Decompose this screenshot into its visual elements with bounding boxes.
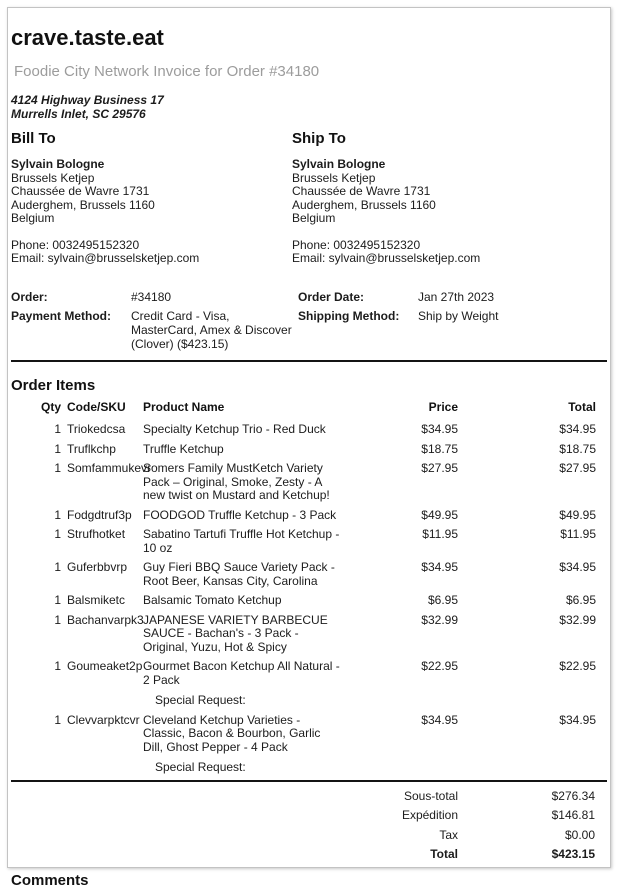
order-date-label: Order Date: bbox=[298, 289, 365, 304]
product-name-text: Truffle Ketchup bbox=[143, 441, 224, 456]
order-number-label: Order: bbox=[11, 289, 48, 304]
order-items-header-row bbox=[11, 395, 608, 421]
item-sku: Bachanvarpk3 bbox=[67, 612, 144, 627]
item-total: $6.95 bbox=[565, 593, 596, 607]
ship-to-city: Auderghem, Brussels 1160 bbox=[292, 197, 436, 212]
item-price: $34.95 bbox=[421, 560, 458, 574]
bill-to-street: Chaussée de Wavre 1731 bbox=[11, 184, 150, 198]
item-name bbox=[143, 440, 343, 460]
company-address bbox=[11, 93, 607, 121]
ship-to-street: Chaussée de Wavre 1731 bbox=[292, 184, 431, 198]
product-name-text: Gourmet Bacon Ketchup All Natural - 2 Pack bbox=[143, 659, 340, 687]
ship-to-country: Belgium bbox=[292, 211, 336, 225]
order-date-value: Jan 27th 2023 bbox=[418, 289, 495, 304]
total-row bbox=[11, 787, 595, 807]
ship-to-name: Sylvain Bologne bbox=[292, 157, 386, 171]
col-header-sku: Code/SKU bbox=[67, 399, 126, 414]
item-total: $22.95 bbox=[559, 659, 596, 673]
product-name-text: JAPANESE VARIETY BARBECUE SAUCE - Bachan's - 3 Pack - Original, Yuzu, Hot & Spicy bbox=[143, 612, 328, 654]
bill-to-email: Email: sylvain@brusselsketjep.com bbox=[11, 251, 200, 265]
order-items-heading: Order Items bbox=[11, 376, 96, 394]
total-row bbox=[11, 806, 595, 826]
item-qty: 1 bbox=[54, 712, 61, 727]
item-qty: 1 bbox=[54, 422, 61, 436]
item-price: $11.95 bbox=[422, 527, 458, 541]
col-header-price: Price bbox=[428, 399, 458, 414]
product-name-text: Cleveland Ketchup Varieties - Classic, Bacon & Bourbon, Garlic Dill, Ghost Pepper - 4 Pack bbox=[143, 712, 321, 754]
item-qty: 1 bbox=[54, 527, 61, 541]
total-row-value: $0.00 bbox=[564, 827, 595, 842]
item-name bbox=[143, 525, 343, 558]
order-item-row bbox=[11, 558, 608, 591]
order-items-table bbox=[11, 395, 608, 778]
bill-to-company: Brussels Ketjep bbox=[11, 170, 95, 185]
product-name-text: Somers Family MustKetch Variety Pack – Original, Smoke, Zesty - A new twist on Mustard and Ketchup! bbox=[143, 461, 330, 502]
total-row-label: Expédition bbox=[401, 808, 458, 822]
total-row-label: Total bbox=[430, 847, 458, 861]
item-qty: 1 bbox=[54, 593, 61, 607]
order-item-row bbox=[11, 506, 608, 526]
order-item-row bbox=[11, 591, 608, 611]
item-qty: 1 bbox=[54, 659, 61, 673]
item-qty: 1 bbox=[54, 441, 61, 456]
item-name bbox=[143, 591, 343, 611]
company-address-line1: 4124 Highway Business 17 bbox=[11, 93, 164, 107]
ship-to-heading: Ship To bbox=[292, 130, 346, 147]
item-total: $49.95 bbox=[559, 507, 596, 522]
ship-to-address bbox=[292, 158, 573, 266]
shipping-method-label: Shipping Method: bbox=[298, 308, 400, 323]
invoice-subtitle: Foodie City Network Invoice for Order #34180 bbox=[14, 63, 320, 80]
invoice-page bbox=[7, 7, 611, 889]
item-total: $32.99 bbox=[559, 612, 596, 627]
item-total: $34.95 bbox=[559, 422, 596, 436]
item-name bbox=[143, 506, 343, 526]
company-address-line2: Murrells Inlet, SC 29576 bbox=[11, 107, 146, 121]
item-price: $49.95 bbox=[421, 507, 458, 522]
bill-to-country: Belgium bbox=[11, 211, 55, 225]
item-name bbox=[143, 711, 343, 778]
order-item-row bbox=[11, 657, 608, 711]
item-qty: 1 bbox=[54, 461, 61, 475]
bill-to-city: Auderghem, Brussels 1160 bbox=[11, 197, 155, 212]
addresses-section bbox=[11, 131, 607, 266]
col-header-qty: Qty bbox=[40, 399, 61, 414]
item-sku: Triokedcsa bbox=[67, 422, 126, 436]
ship-to-section bbox=[292, 131, 573, 266]
total-row-value: $146.81 bbox=[551, 808, 595, 822]
totals-divider bbox=[11, 780, 607, 782]
bill-to-section bbox=[11, 131, 292, 266]
product-name-text: Sabatino Tartufi Truffle Hot Ketchup - 10 oz bbox=[143, 527, 340, 555]
item-total: $34.95 bbox=[559, 560, 596, 574]
item-total: $27.95 bbox=[559, 461, 596, 475]
product-name-text: FOODGOD Truffle Ketchup - 3 Pack bbox=[143, 507, 337, 522]
item-name bbox=[143, 657, 343, 711]
ship-to-company: Brussels Ketjep bbox=[292, 170, 376, 185]
item-price: $34.95 bbox=[421, 422, 458, 436]
order-items-body bbox=[11, 420, 608, 778]
bill-to-heading: Bill To bbox=[11, 130, 56, 147]
item-price: $32.99 bbox=[421, 612, 458, 627]
order-number-value: #34180 bbox=[131, 289, 172, 304]
item-qty: 1 bbox=[54, 507, 61, 522]
order-info-section bbox=[11, 290, 607, 351]
item-sku: Clevvarpktcvr bbox=[67, 712, 140, 727]
col-header-product-name: Product Name bbox=[143, 399, 225, 414]
item-sku: Guferbbvrp bbox=[67, 560, 128, 574]
special-request-label: Special Request: bbox=[155, 693, 246, 707]
product-name-text: Specialty Ketchup Trio - Red Duck bbox=[143, 422, 326, 436]
item-sku: Somfammukevr bbox=[67, 461, 152, 475]
item-sku: Goumeaket2p bbox=[67, 659, 143, 673]
item-price: $18.75 bbox=[421, 441, 458, 456]
product-name-text: Balsamic Tomato Ketchup bbox=[143, 593, 282, 607]
comments-heading: Comments bbox=[11, 871, 89, 889]
total-row-label: Sous-total bbox=[403, 788, 458, 803]
item-sku: Strufhotket bbox=[67, 527, 126, 541]
bill-to-name: Sylvain Bologne bbox=[11, 157, 105, 171]
item-price: $6.95 bbox=[427, 593, 458, 607]
order-item-row bbox=[11, 611, 608, 658]
bill-to-phone: Phone: 0032495152320 bbox=[11, 237, 140, 252]
payment-method-label: Payment Method: bbox=[11, 308, 112, 323]
order-item-row bbox=[11, 711, 608, 778]
total-row-value: $276.34 bbox=[551, 788, 595, 803]
item-price: $34.95 bbox=[421, 712, 458, 727]
item-name bbox=[143, 558, 343, 591]
item-price: $22.95 bbox=[421, 659, 458, 673]
ship-to-phone: Phone: 0032495152320 bbox=[292, 237, 421, 252]
item-name bbox=[143, 420, 343, 440]
order-item-row bbox=[11, 440, 608, 460]
item-qty: 1 bbox=[54, 560, 61, 574]
brand-title: crave.taste.eat bbox=[11, 25, 164, 50]
item-sku: Truflkchp bbox=[67, 441, 116, 456]
item-sku: Fodgdtruf3p bbox=[67, 507, 132, 522]
special-request-label: Special Request: bbox=[155, 760, 246, 774]
item-name bbox=[143, 459, 343, 506]
section-divider bbox=[11, 360, 607, 362]
col-header-total: Total bbox=[568, 399, 596, 414]
total-row bbox=[11, 826, 595, 846]
order-item-row bbox=[11, 420, 608, 440]
product-name-text: Guy Fieri BBQ Sauce Variety Pack - Root Beer, Kansas City, Carolina bbox=[143, 560, 335, 588]
item-total: $11.95 bbox=[560, 527, 596, 541]
total-row-label: Tax bbox=[439, 827, 458, 842]
item-total: $34.95 bbox=[559, 712, 596, 727]
item-name bbox=[143, 611, 343, 658]
payment-method-value: Credit Card - Visa, MasterCard, Amex & Discover (Clover) ($423.15) bbox=[131, 308, 292, 351]
item-sku: Balsmiketc bbox=[67, 593, 126, 607]
shipping-method-value: Ship by Weight bbox=[418, 308, 499, 323]
order-item-row bbox=[11, 525, 608, 558]
ship-to-email: Email: sylvain@brusselsketjep.com bbox=[292, 251, 481, 265]
item-qty: 1 bbox=[54, 612, 61, 627]
bill-to-address bbox=[11, 158, 292, 266]
item-price: $27.95 bbox=[421, 461, 458, 475]
totals-section bbox=[11, 787, 607, 865]
total-row-value: $423.15 bbox=[551, 847, 595, 861]
order-item-row bbox=[11, 459, 608, 506]
item-total: $18.75 bbox=[559, 441, 596, 456]
total-row bbox=[11, 845, 595, 865]
